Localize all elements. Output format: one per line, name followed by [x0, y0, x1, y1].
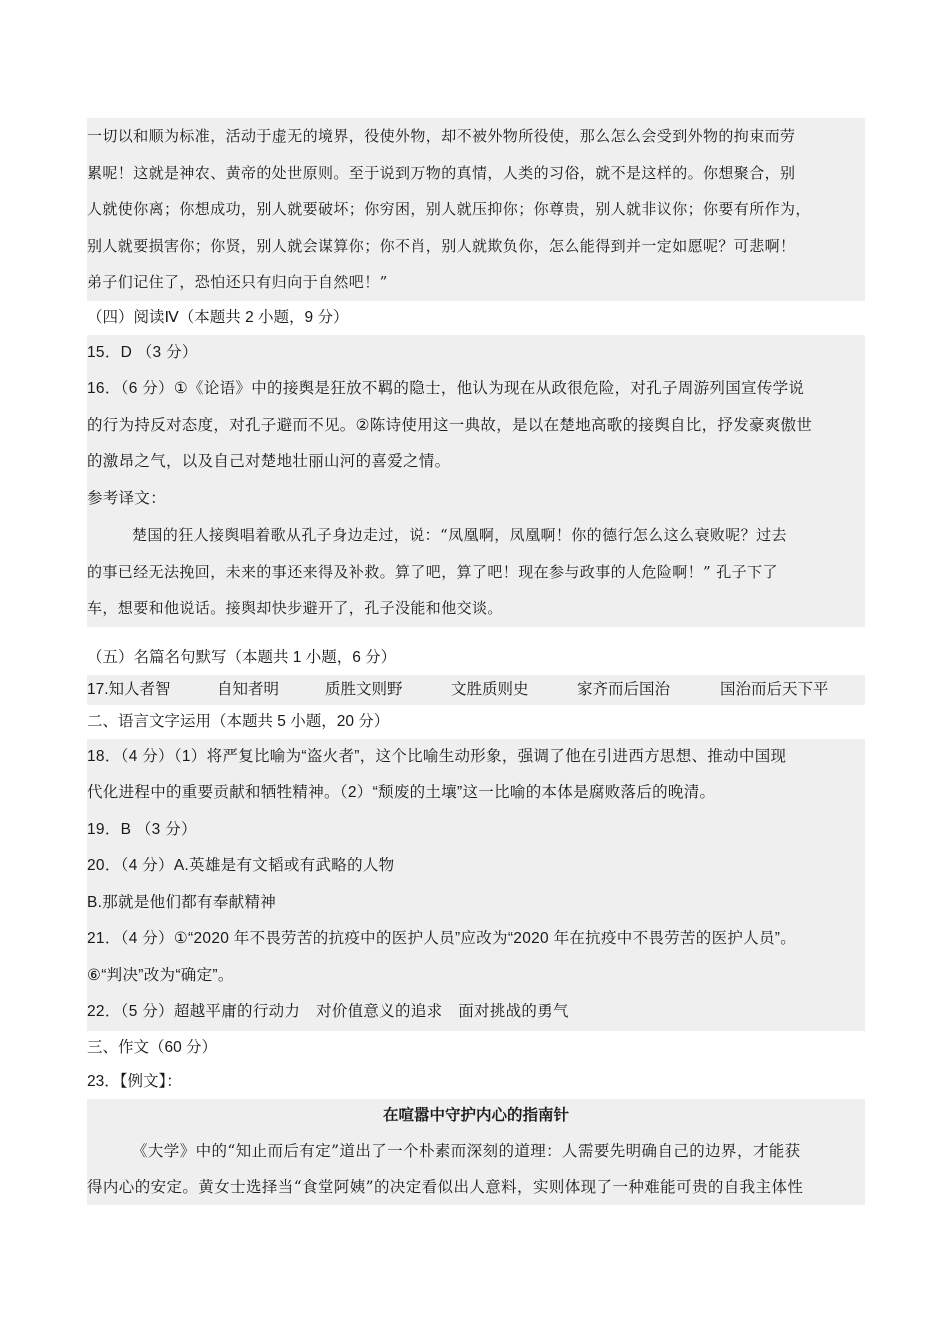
- q20-line: B.那就是他们都有奉献精神: [87, 893, 277, 911]
- sample-essay: [87, 1099, 865, 1205]
- q17-phrase: 质胜文则野: [325, 680, 403, 698]
- answer-key-page: [87, 118, 865, 1205]
- spacer: [87, 627, 865, 641]
- q16-line: 16．（6 分）①《论语》中的接舆是狂放不羁的隐士，他认为现在从政很危险，对孔子周游列国宣传学说: [87, 380, 805, 397]
- q17-phrase: 文胜质则史: [451, 680, 529, 698]
- section4-heading: （四）阅读Ⅳ（本题共 2 小题，9 分）: [87, 308, 349, 326]
- essay-line: 得内心的安定。黄女士选择当“食堂阿姨”的决定看似出人意料，实则体现了一种难能可贵的自我主体性: [87, 1177, 804, 1196]
- q17-phrase: 家齐而后国治: [577, 680, 671, 698]
- essay-title: 在喧嚣中守护内心的指南针: [382, 1106, 569, 1124]
- language-section-heading: 二、语言文字运用（本题共 5 小题，20 分）: [87, 712, 390, 730]
- reference-translation-label: 参考译文：: [87, 489, 167, 507]
- essay-section-heading: 三、作文（60 分）: [87, 1038, 218, 1056]
- q18-line: 代化进程中的重要贡献和牺牲精神。（2）“颓废的土壤”这一比喻的本体是腐败落后的晚清。: [87, 784, 716, 801]
- reference-translation-line: 的事已经无法挽回，未来的事还来得及补救。算了吧，算了吧！现在参与政事的人危险啊！” 孔子下了: [87, 562, 778, 581]
- q22-answer: 22．（5 分）超越平庸的行动力 对价值意义的追求 面对挑战的勇气: [87, 1003, 569, 1020]
- q20-line: 20．（4 分）A.英雄是有文韬或有武略的人物: [87, 857, 395, 874]
- reference-translation-line: 楚国的狂人接舆唱着歌从孔子身边走过，说：“凤凰啊，凤凰啊！你的德行怎么这么衰败呢？过去: [132, 526, 787, 544]
- language-section-answers: [87, 739, 865, 1031]
- section5-heading: （五）名篇名句默写（本题共 1 小题，6 分）: [87, 648, 397, 666]
- q19-answer: 19．B （3 分）: [87, 820, 197, 838]
- translation-line: 累呢！这就是神农、黄帝的处世原则。至于说到万物的真情，人类的习俗，就不是这样的。你想聚合，别: [87, 163, 796, 182]
- translation-line: 人就使你离；你想成功，别人就要破坏；你穷困，别人就压抑你；你尊贵，别人就非议你；你要有所作为，: [87, 200, 811, 218]
- translation-line: 别人就要损害你；你贤，别人就会谋算你；你不肖，别人就欺负你，怎么能得到并一定如愿呢？可悲啊！: [87, 236, 796, 255]
- q23-label: 23．【例文】：: [87, 1072, 182, 1090]
- q21-line: 21．（4 分）①“2020 年不畏劳苦的抗疫中的医护人员”应改为“2020 年在抗疫中不畏劳苦的医护人员”。: [87, 930, 797, 947]
- translation-line: 弟子们记住了，恐怕还只有归向于自然吧！”: [87, 273, 388, 291]
- translation-line: 一切以和顺为标准，活动于虚无的境界，役使外物，却不被外物所役使，那么怎么会受到外物的拘束而劳: [87, 127, 796, 145]
- q17-answer: [87, 675, 865, 705]
- q17-phrase: 17.知人者智: [87, 680, 171, 698]
- translation-block: [87, 118, 865, 301]
- q17-phrase: 国治而后天下平: [720, 680, 829, 698]
- q15-answer: 15．D （3 分）: [87, 343, 198, 361]
- q21-line: ⑥“判决”改为“确定”。: [87, 966, 234, 984]
- q16-line: 的行为持反对态度，对孔子避而不见。②陈诗使用这一典故，是以在楚地高歌的接舆自比，抒发豪爽傲世: [87, 416, 813, 434]
- q16-line: 的激昂之气，以及自己对楚地壮丽山河的喜爱之情。: [87, 453, 451, 470]
- section4-answers: [87, 335, 865, 627]
- reference-translation-line: 车，想要和他说话。接舆却快步避开了，孔子没能和他交谈。: [87, 599, 503, 617]
- q17-phrase: 自知者明: [217, 680, 280, 698]
- q18-line: 18．（4 分）（1）将严复比喻为“盗火者”，这个比喻生动形象，强调了他在引进西方思想、推动中国现: [87, 747, 787, 765]
- essay-line: 《大学》中的“知止而后有定”道出了一个朴素而深刻的道理：人需要先明确自己的边界，才能获: [132, 1141, 801, 1160]
